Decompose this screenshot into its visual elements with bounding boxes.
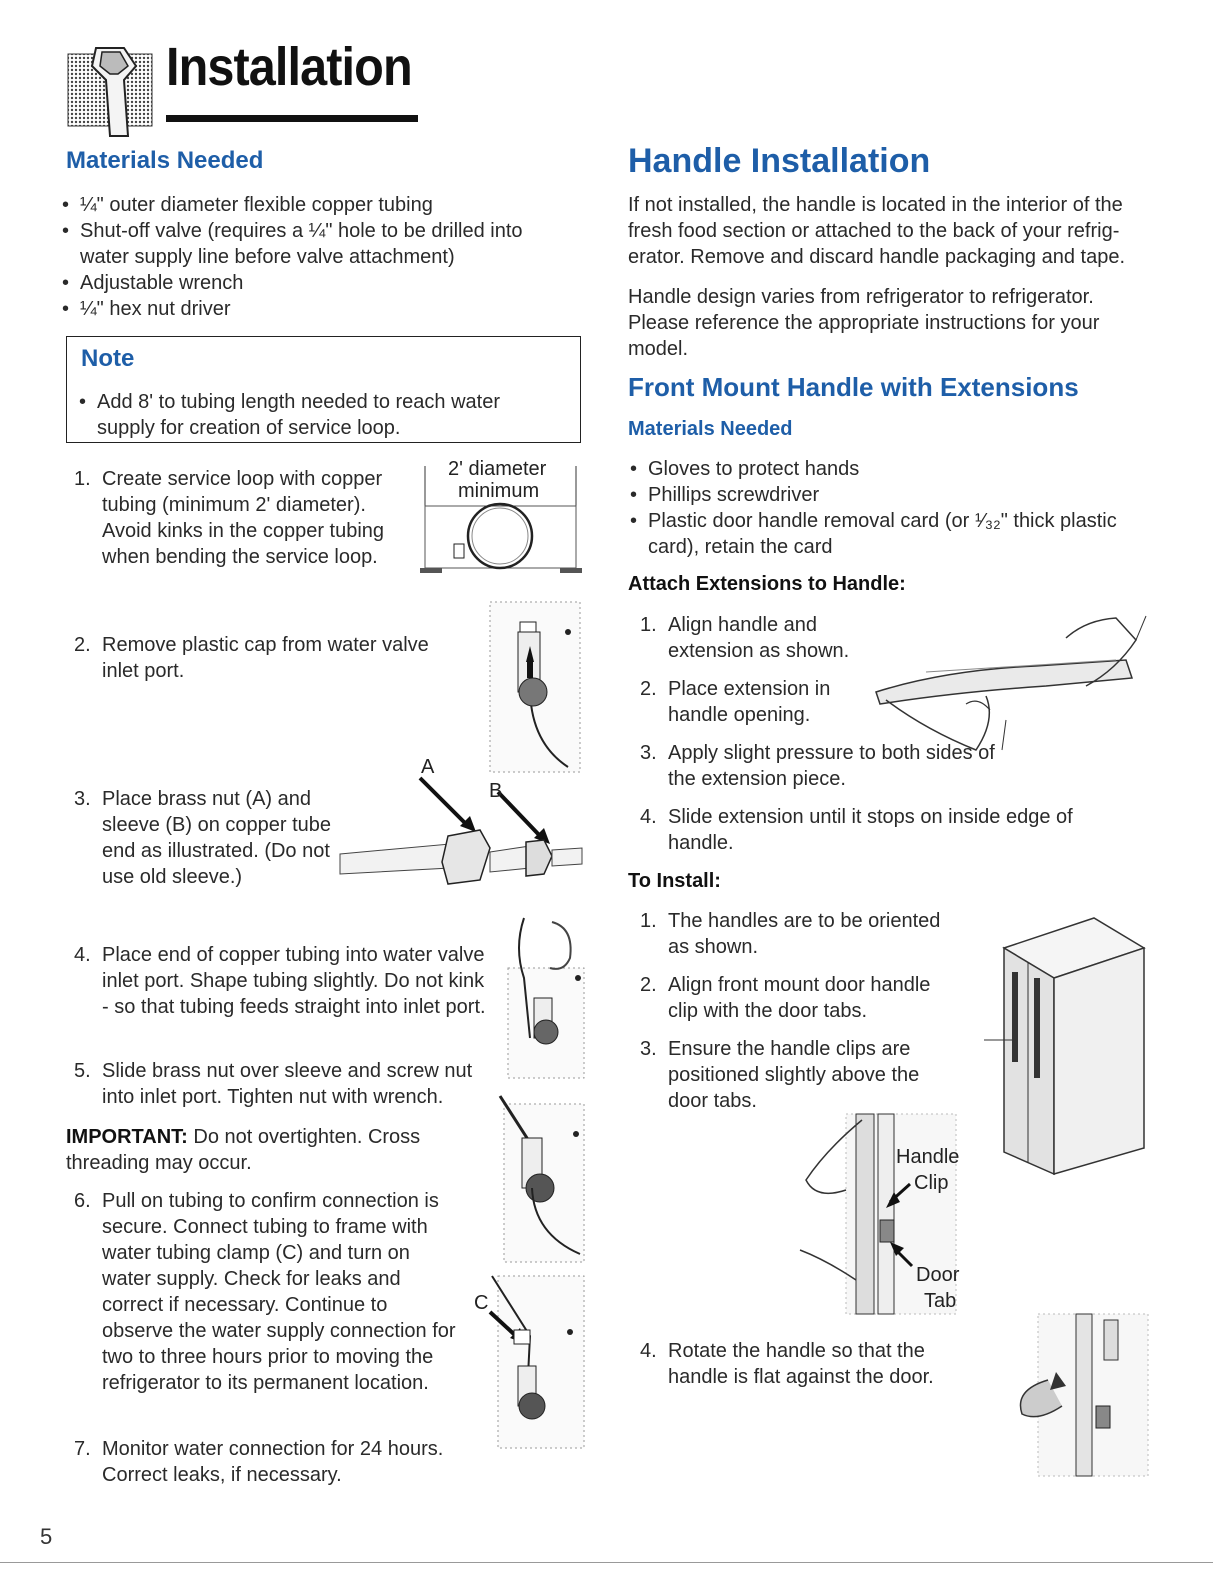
- page-title: Installation: [166, 37, 412, 97]
- step-number: 1.: [640, 910, 657, 932]
- step-number: 1.: [74, 468, 91, 490]
- list-item: • Plastic door handle removal card (or ¹⁄₃₂" thick plastic card), retain the card: [618, 508, 1158, 560]
- step-text: Apply slight pressure to both sides of the extension piece.: [668, 742, 995, 790]
- step-text: Rotate the handle so that the handle is flat against the door.: [668, 1340, 934, 1388]
- handle-materials-list: [618, 456, 1158, 560]
- step-1: [64, 466, 404, 570]
- step-5: [64, 1058, 504, 1110]
- rotate-handle-illustration: [1008, 1310, 1154, 1480]
- step-text: Create service loop with copper tubing (minimum 2' diameter). Avoid kinks in the copper tubing when bending the service loop.: [102, 468, 385, 568]
- door-tab-label-2: Tab: [924, 1290, 957, 1312]
- handle-clip-illustration: [786, 1110, 976, 1320]
- title-underline: [166, 115, 418, 122]
- important-note: [66, 1124, 486, 1176]
- refrigerator-illustration: [984, 912, 1150, 1182]
- note-text: • Add 8' to tubing length needed to reach water supply for creation of service loop.: [67, 389, 547, 441]
- loop-label-2: minimum: [458, 480, 540, 502]
- step-number: 5.: [74, 1060, 91, 1082]
- step-text: Place extension in handle opening.: [668, 678, 831, 726]
- important-text: Do not overtighten. Cross threading may occur.: [66, 1126, 421, 1174]
- materials-heading: Materials Needed: [66, 147, 264, 174]
- step-number: 1.: [640, 614, 657, 636]
- materials-list: [50, 192, 570, 322]
- step-6: [64, 1188, 464, 1396]
- loop-label-1: 2' diameter: [448, 458, 547, 480]
- step-7: [64, 1436, 484, 1488]
- step-text: Pull on tubing to confirm connection is secure. Connect tubing to frame with water tubing clamp (C) and turn on water supply. Check for leaks and correct if necessary. Continue to observe the water supply connection for two to three hours prior to moving the refrigerator to its permanent location.: [102, 1190, 456, 1394]
- install-steps: [630, 908, 960, 1114]
- handle-intro-2: Handle design varies from refrigerator to refrigerator. Please reference the appropriate instructions for your model.: [628, 286, 1100, 360]
- label-c: C: [474, 1292, 489, 1314]
- list-item: • Phillips screwdriver: [618, 482, 1158, 508]
- step-text: Monitor water connection for 24 hours. Correct leaks, if necessary.: [102, 1438, 444, 1486]
- step-text: Ensure the handle clips are positioned slightly above the door tabs.: [668, 1038, 920, 1112]
- step-text: The handles are to be oriented as shown.: [668, 910, 941, 958]
- step-number: 2.: [640, 678, 657, 700]
- handle-intro-1: If not installed, the handle is located in the interior of the fresh food section or attached to the back of your refrig-erator. Remove and discard handle packaging and tape.: [628, 194, 1126, 268]
- service-loop-illustration: [420, 458, 585, 580]
- handle-materials-heading: Materials Needed: [628, 418, 793, 440]
- brass-nut-illustration: [330, 756, 590, 896]
- step-number: 3.: [640, 742, 657, 764]
- step-text: Align handle and extension as shown.: [668, 614, 850, 662]
- note-title: Note: [81, 345, 135, 372]
- step-number: 7.: [74, 1438, 91, 1460]
- step-text: Place brass nut (A) and sleeve (B) on copper tube end as illustrated. (Do not use old sleeve.): [102, 788, 332, 888]
- step-3: [64, 786, 344, 890]
- handle-installation-heading: Handle Installation: [628, 142, 931, 180]
- list-item: • ¼" hex nut driver: [50, 296, 570, 322]
- label-a: A: [421, 756, 435, 778]
- step-text: Slide brass nut over sleeve and screw nut into inlet port. Tighten nut with wrench.: [102, 1060, 473, 1108]
- handle-clip-label-1: Handle: [896, 1146, 960, 1168]
- door-tab-label-1: Door: [916, 1264, 960, 1286]
- step-text: Remove plastic cap from water valve inlet port.: [102, 634, 429, 682]
- label-b: B: [489, 780, 503, 802]
- step-number: 3.: [640, 1038, 657, 1060]
- footer-rule: [0, 1562, 1213, 1563]
- step-text: Place end of copper tubing into water valve inlet port. Shape tubing slightly. Do not kink - so that tubing feeds straight into inlet port.: [102, 944, 486, 1018]
- tubing-insert-illustration: [494, 908, 586, 1080]
- attach-extensions-heading: Attach Extensions to Handle:: [628, 573, 906, 595]
- step-number: 4.: [640, 1340, 657, 1362]
- step-number: 2.: [74, 634, 91, 656]
- install-step-4: [630, 1338, 960, 1390]
- step-number: 6.: [74, 1190, 91, 1212]
- important-label: IMPORTANT:: [66, 1126, 188, 1148]
- step-number: 3.: [74, 788, 91, 810]
- step-number: 4.: [74, 944, 91, 966]
- step-text: Align front mount door handle clip with the door tabs.: [668, 974, 931, 1022]
- extension-align-illustration: [866, 600, 1156, 770]
- step-2: [64, 632, 464, 684]
- handle-clip-label-2: Clip: [914, 1172, 949, 1194]
- to-install-heading: To Install:: [628, 870, 721, 892]
- step-number: 2.: [640, 974, 657, 996]
- header-icon: [66, 40, 158, 138]
- tubing-clamp-illustration: [470, 1266, 586, 1450]
- list-item: • Gloves to protect hands: [618, 456, 1158, 482]
- list-item: • Adjustable wrench: [50, 270, 570, 296]
- page-number: 5: [40, 1524, 53, 1549]
- valve-cap-illustration: [478, 592, 584, 774]
- front-mount-subheading: Front Mount Handle with Extensions: [628, 372, 1079, 402]
- nut-tighten-illustration: [490, 1094, 586, 1264]
- step-text: Slide extension until it stops on inside edge of handle.: [668, 806, 1073, 854]
- list-item: • Shut-off valve (requires a ¼" hole to be drilled into water supply line before valve attachment): [50, 218, 570, 270]
- list-item: • ¼" outer diameter flexible copper tubing: [50, 192, 570, 218]
- step-number: 4.: [640, 806, 657, 828]
- step-4: [64, 942, 494, 1020]
- note-box: [66, 336, 581, 443]
